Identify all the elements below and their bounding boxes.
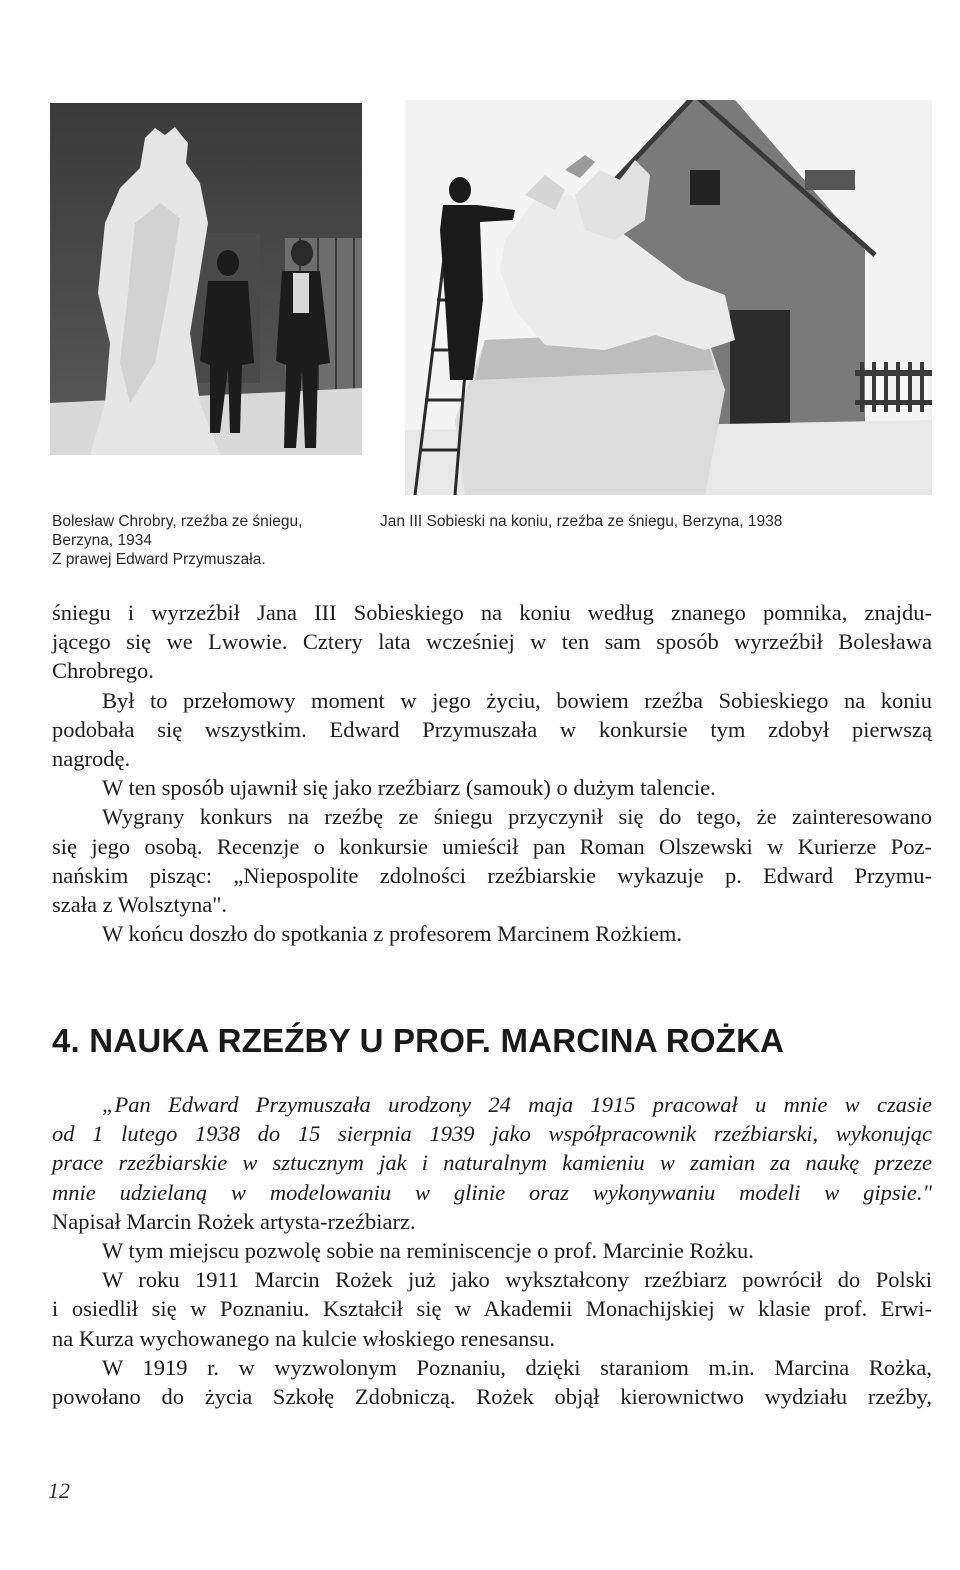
- quote-line: mnie udzielaną w modelowaniu w glinie oraz wykonywaniu modeli w gipsie.": [52, 1179, 932, 1205]
- text-line: szała z Wolsztyna".: [52, 891, 228, 917]
- text-line: i osiedlił się w Poznaniu. Kształcił się w Akademii Monachijskiej w klasie prof. Erwi-: [52, 1296, 932, 1322]
- text-line: nańskim pisząc: „Niepospolite zdolności rzeźbiarskie wykazuje p. Edward Przymu-: [52, 862, 932, 888]
- caption-line: Bolesław Chrobry, rzeźba ze śniegu,: [52, 513, 303, 530]
- text-line: Napisał Marcin Rożek artysta-rzeźbiarz.: [52, 1208, 416, 1234]
- text-line: Chrobrego.: [52, 658, 154, 684]
- body-text-before-heading: [52, 598, 932, 948]
- text-line: jącego się we Lwowie. Cztery lata wcześniej w ten sam sposób wyrzeźbił Bolesława: [52, 629, 932, 655]
- photo-caption-right: [380, 512, 940, 531]
- text-line: podobała się wszystkim. Edward Przymuszała w konkursie tym zdobył pierwszą: [52, 716, 932, 742]
- text-line: na Kurza wychowanego na kulcie włoskiego renesansu.: [52, 1325, 555, 1351]
- photo-sobieski-snow-sculpture: [405, 100, 932, 495]
- quote-line: prace rzeźbiarskie w sztucznym jak i naturalnym kamieniu w zamian za naukę przeze: [52, 1150, 932, 1176]
- caption-line: Z prawej Edward Przymuszała.: [52, 551, 266, 568]
- text-line: śniegu i wyrzeźbił Jana III Sobieskiego na koniu według znanego pomnika, znajdu-: [52, 600, 932, 625]
- photo-boleslaw-chrobry-snow-sculpture: [50, 103, 362, 455]
- caption-line: Berzyna, 1934: [52, 532, 152, 549]
- chapter-heading: 4. NAUKA RZEŹBY U PROF. MARCINA ROŻKA: [52, 1022, 785, 1059]
- photo-caption-left: [52, 512, 382, 569]
- body-text-after-heading: [52, 1090, 932, 1411]
- text-line: nagrodę.: [52, 745, 131, 771]
- quote-line: od 1 lutego 1938 do 15 sierpnia 1939 jako współpracownik rzeźbiarski, wykonując: [52, 1121, 932, 1147]
- text-line: się jego osobą. Recenzje o konkursie umieścił pan Roman Olszewski w Kurierze Poz-: [52, 833, 932, 859]
- text-line: W ten sposób ujawnił się jako rzeźbiarz (samouk) o dużym talencie.: [102, 775, 716, 801]
- text-line: W roku 1911 Marcin Rożek już jako wykształcony rzeźbiarz powrócił do Polski: [102, 1267, 932, 1293]
- quote-line: „Pan Edward Przymuszała urodzony 24 maja 1915 pracował u mnie w czasie: [102, 1092, 932, 1117]
- text-line: Był to przełomowy moment w jego życiu, bowiem rzeźba Sobieskiego na koniu: [102, 687, 932, 713]
- caption-line: Jan III Sobieski na koniu, rzeźba ze śniegu, Berzyna, 1938: [380, 513, 783, 530]
- text-line: Wygrany konkurs na rzeźbę ze śniegu przyczynił się do tego, że zainteresowano: [102, 804, 932, 830]
- text-line: powołano do życia Szkołę Zdobniczą. Rożek objął kierownictwo wydziału rzeźby,: [52, 1383, 932, 1409]
- text-line: W końcu doszło do spotkania z profesorem Marcinem Rożkiem.: [102, 921, 683, 947]
- text-line: W tym miejscu pozwolę sobie na reminiscencje o prof. Marcinie Rożku.: [102, 1237, 754, 1263]
- text-line: W 1919 r. w wyzwolonym Poznaniu, dzięki staraniom m.in. Marcina Rożka,: [102, 1354, 932, 1380]
- page-number: 12: [48, 1478, 70, 1503]
